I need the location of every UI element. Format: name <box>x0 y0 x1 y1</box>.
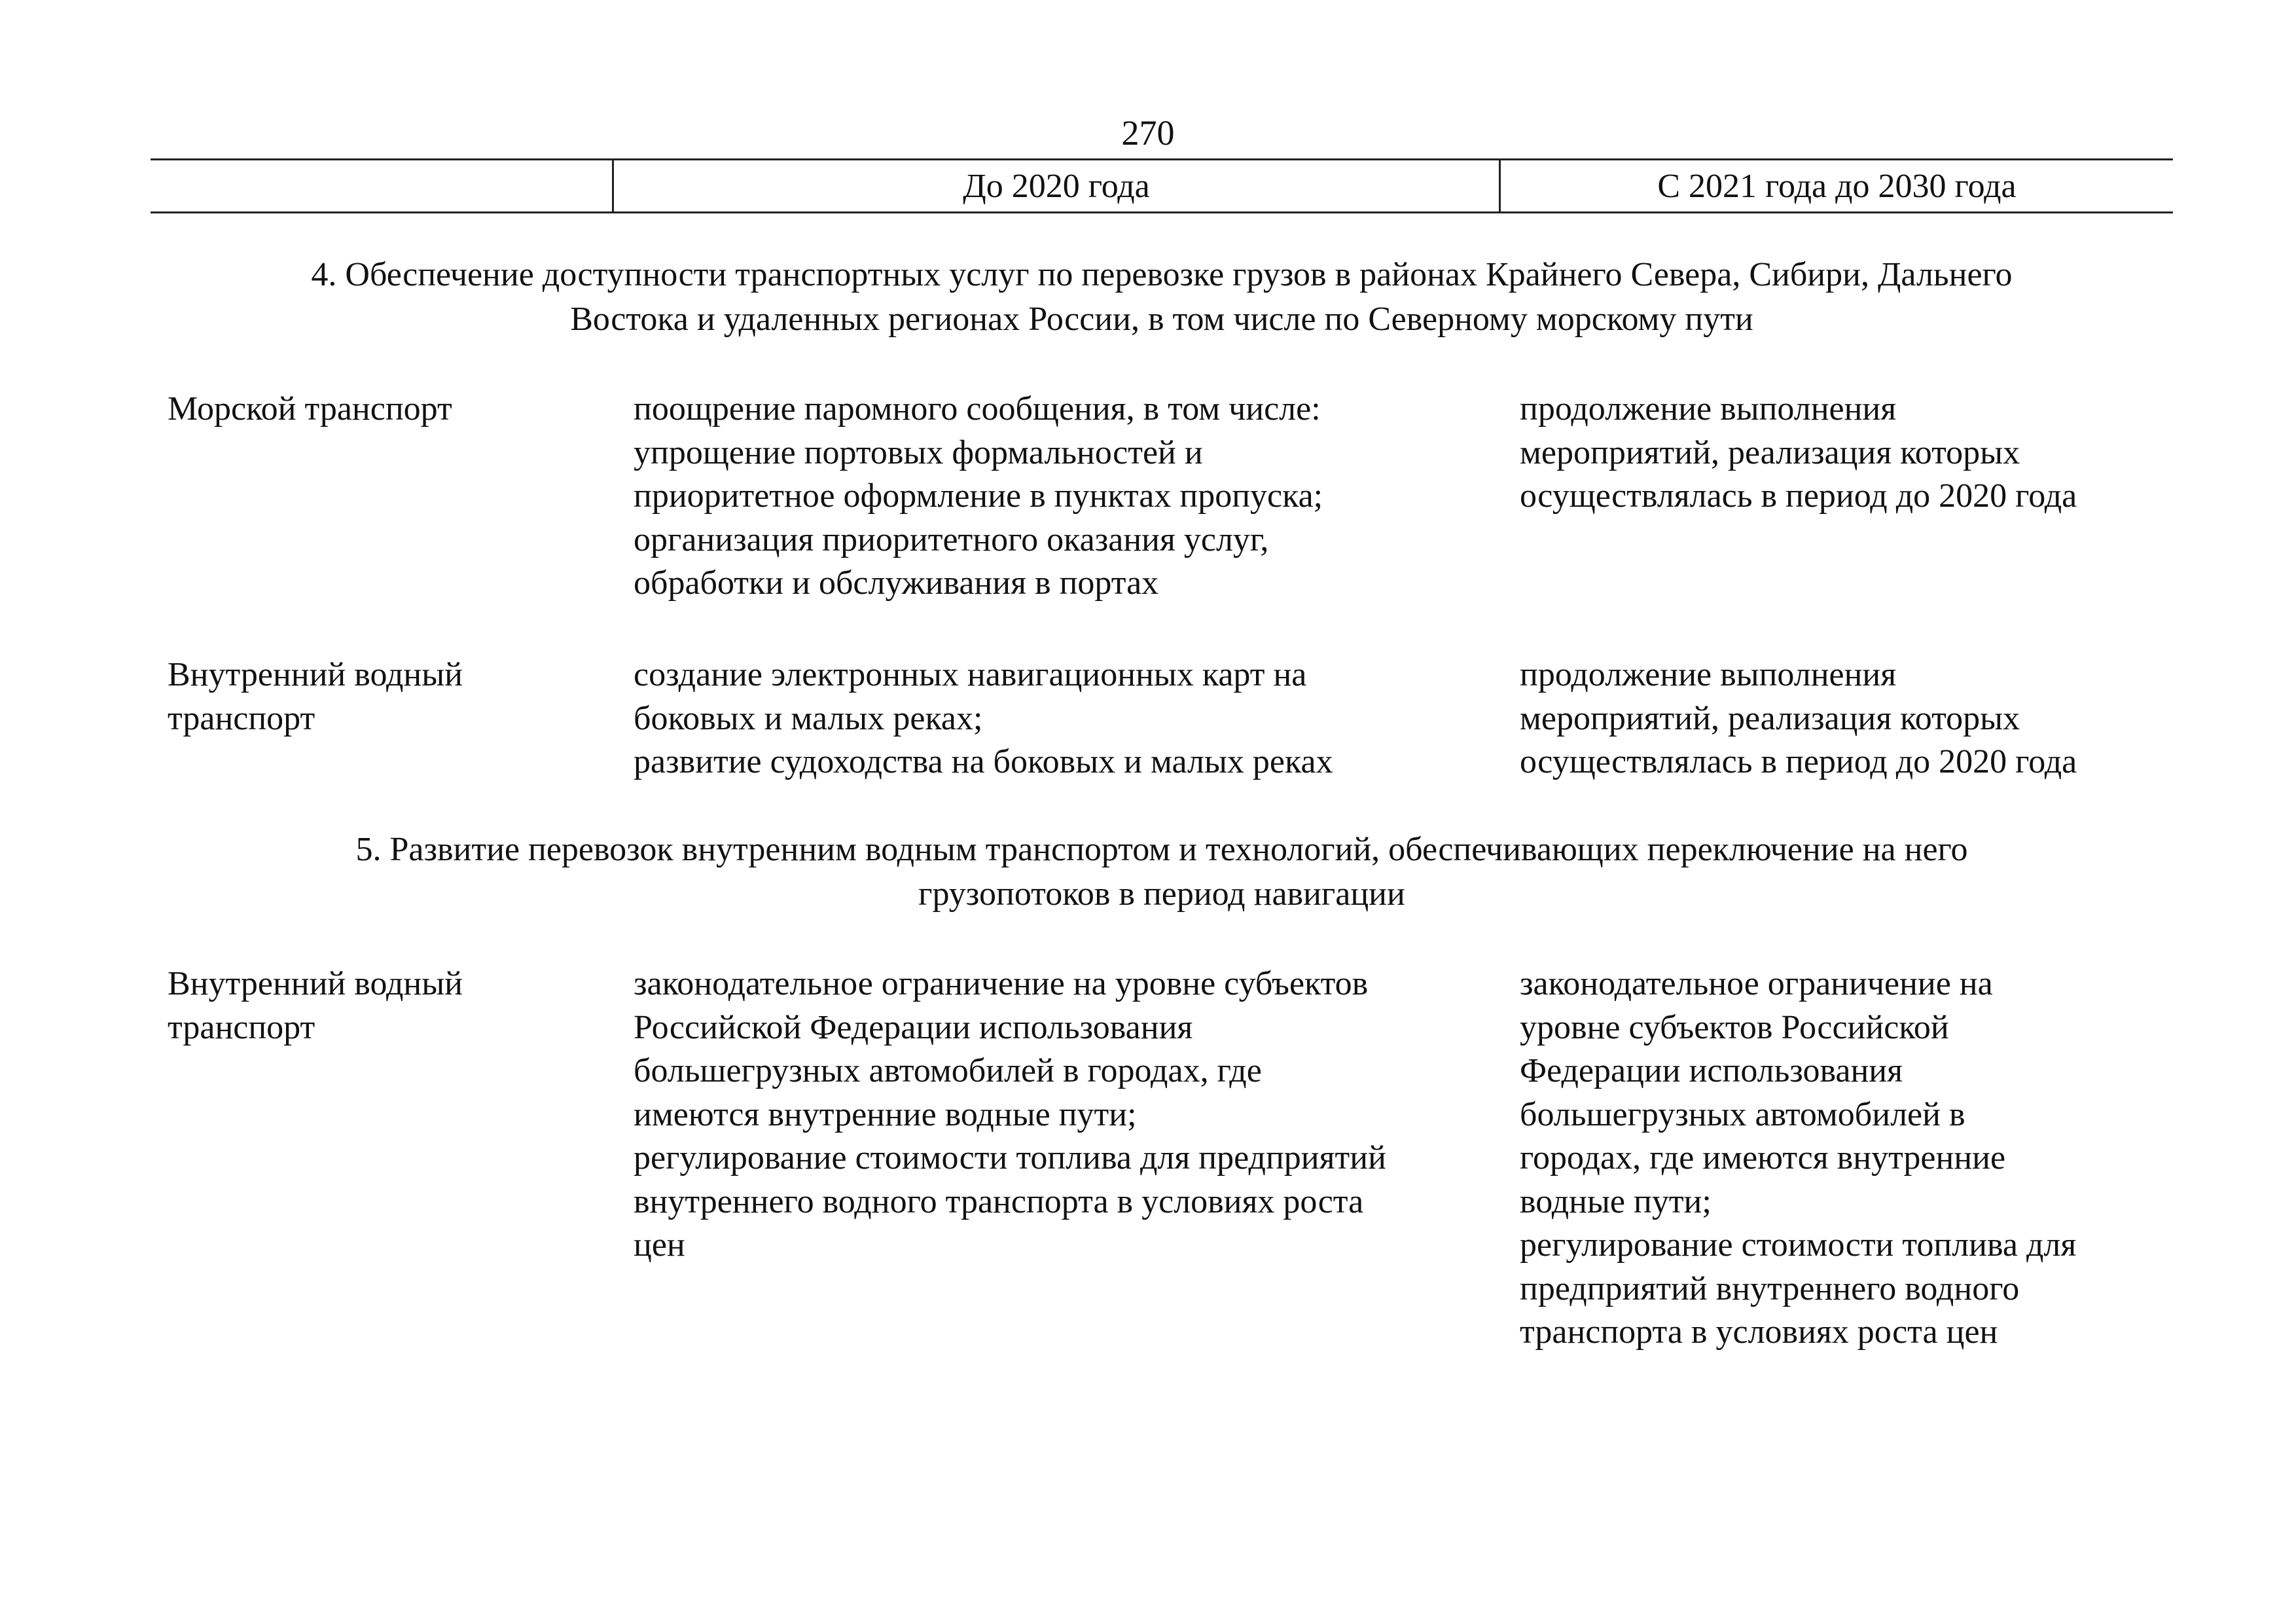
cell-line: водные пути; <box>1520 1182 1712 1220</box>
section-title-line: 5. Развитие перевозок внутренним водным транспортом и технологий, обеспечивающих переключение на него <box>355 831 1968 868</box>
row-transport-inland-water-1 <box>168 653 600 740</box>
cell-line: Федерации использования <box>1520 1052 1903 1089</box>
section-4-title <box>151 253 2173 342</box>
cell-line: законодательное ограничение на <box>1520 965 1993 1002</box>
section-title-line: 4. Обеспечение доступности транспортных услуг по перевозке грузов в районах Крайнего Севера, Сибири, Дальнего <box>311 256 2013 293</box>
cell-line: предприятий внутреннего водного <box>1520 1269 2020 1307</box>
cell-line: мероприятий, реализация которых <box>1520 433 2020 471</box>
row-inland-water-1-2021-2030 <box>1520 653 2174 784</box>
cell-line: мероприятий, реализация которых <box>1520 699 2020 737</box>
cell-line: большегрузных автомобилей в городах, где <box>634 1052 1262 1089</box>
cell-line: уровне субъектов Российской <box>1520 1008 1949 1046</box>
cell-line: цен <box>634 1226 685 1264</box>
header-col-2021-2030: С 2021 года до 2030 года <box>1657 168 2017 205</box>
section-title-line: Востока и удаленных регионах России, в том числе по Северному морскому пути <box>570 301 1753 338</box>
row-inland-water-1-until-2020 <box>634 653 1498 784</box>
cell-line: имеются внутренние водные пути; <box>634 1095 1137 1133</box>
cell-line: организация приоритетного оказания услуг, <box>634 520 1269 558</box>
header-col-until-2020: До 2020 года <box>963 168 1150 205</box>
row-maritime-2021-2030 <box>1520 388 2174 519</box>
section-title-line: грузопотоков в период навигации <box>918 875 1405 913</box>
cell-line: Внутренний водный <box>168 965 463 1002</box>
cell-line: развитие судоходства на боковых и малых реках <box>634 743 1333 780</box>
cell-line: городах, где имеются внутренние <box>1520 1139 2006 1176</box>
cell-line: транспорта в условиях роста цен <box>1520 1313 1998 1351</box>
cell-line: Морской транспорт <box>168 390 452 428</box>
cell-line: продолжение выполнения <box>1520 656 1897 693</box>
section-5-title <box>151 828 2173 917</box>
cell-line: внутреннего водного транспорта в условиях роста <box>634 1182 1364 1220</box>
row-maritime-until-2020 <box>634 388 1498 606</box>
cell-line: обработки и обслуживания в портах <box>634 564 1159 602</box>
cell-line: осуществлялась в период до 2020 года <box>1520 477 2077 515</box>
cell-line: Внутренний водный <box>168 656 463 693</box>
table-header <box>151 158 2173 213</box>
cell-line: регулирование стоимости топлива для предприятий <box>634 1139 1386 1176</box>
cell-line: осуществлялась в период до 2020 года <box>1520 743 2077 780</box>
cell-line: упрощение портовых формальностей и <box>634 433 1203 471</box>
cell-line: транспорт <box>168 1008 315 1046</box>
row-transport-maritime <box>168 388 600 431</box>
cell-line: создание электронных навигационных карт на <box>634 656 1307 693</box>
cell-line: боковых и малых реках; <box>634 699 983 737</box>
cell-line: поощрение паромного сообщения, в том числе: <box>634 390 1321 428</box>
cell-line: законодательное ограничение на уровне субъектов <box>634 965 1369 1002</box>
row-inland-water-2-2021-2030 <box>1520 962 2174 1355</box>
row-transport-inland-water-2 <box>168 962 600 1049</box>
cell-line: транспорт <box>168 699 315 737</box>
cell-line: продолжение выполнения <box>1520 390 1897 428</box>
cell-line: Российской Федерации использования <box>634 1008 1193 1046</box>
row-inland-water-2-until-2020 <box>634 962 1498 1267</box>
page-number: 270 <box>1121 113 1175 153</box>
cell-line: большегрузных автомобилей в <box>1520 1095 1965 1133</box>
cell-line: приоритетное оформление в пунктах пропуска; <box>634 477 1323 515</box>
cell-line: регулирование стоимости топлива для <box>1520 1226 2077 1264</box>
